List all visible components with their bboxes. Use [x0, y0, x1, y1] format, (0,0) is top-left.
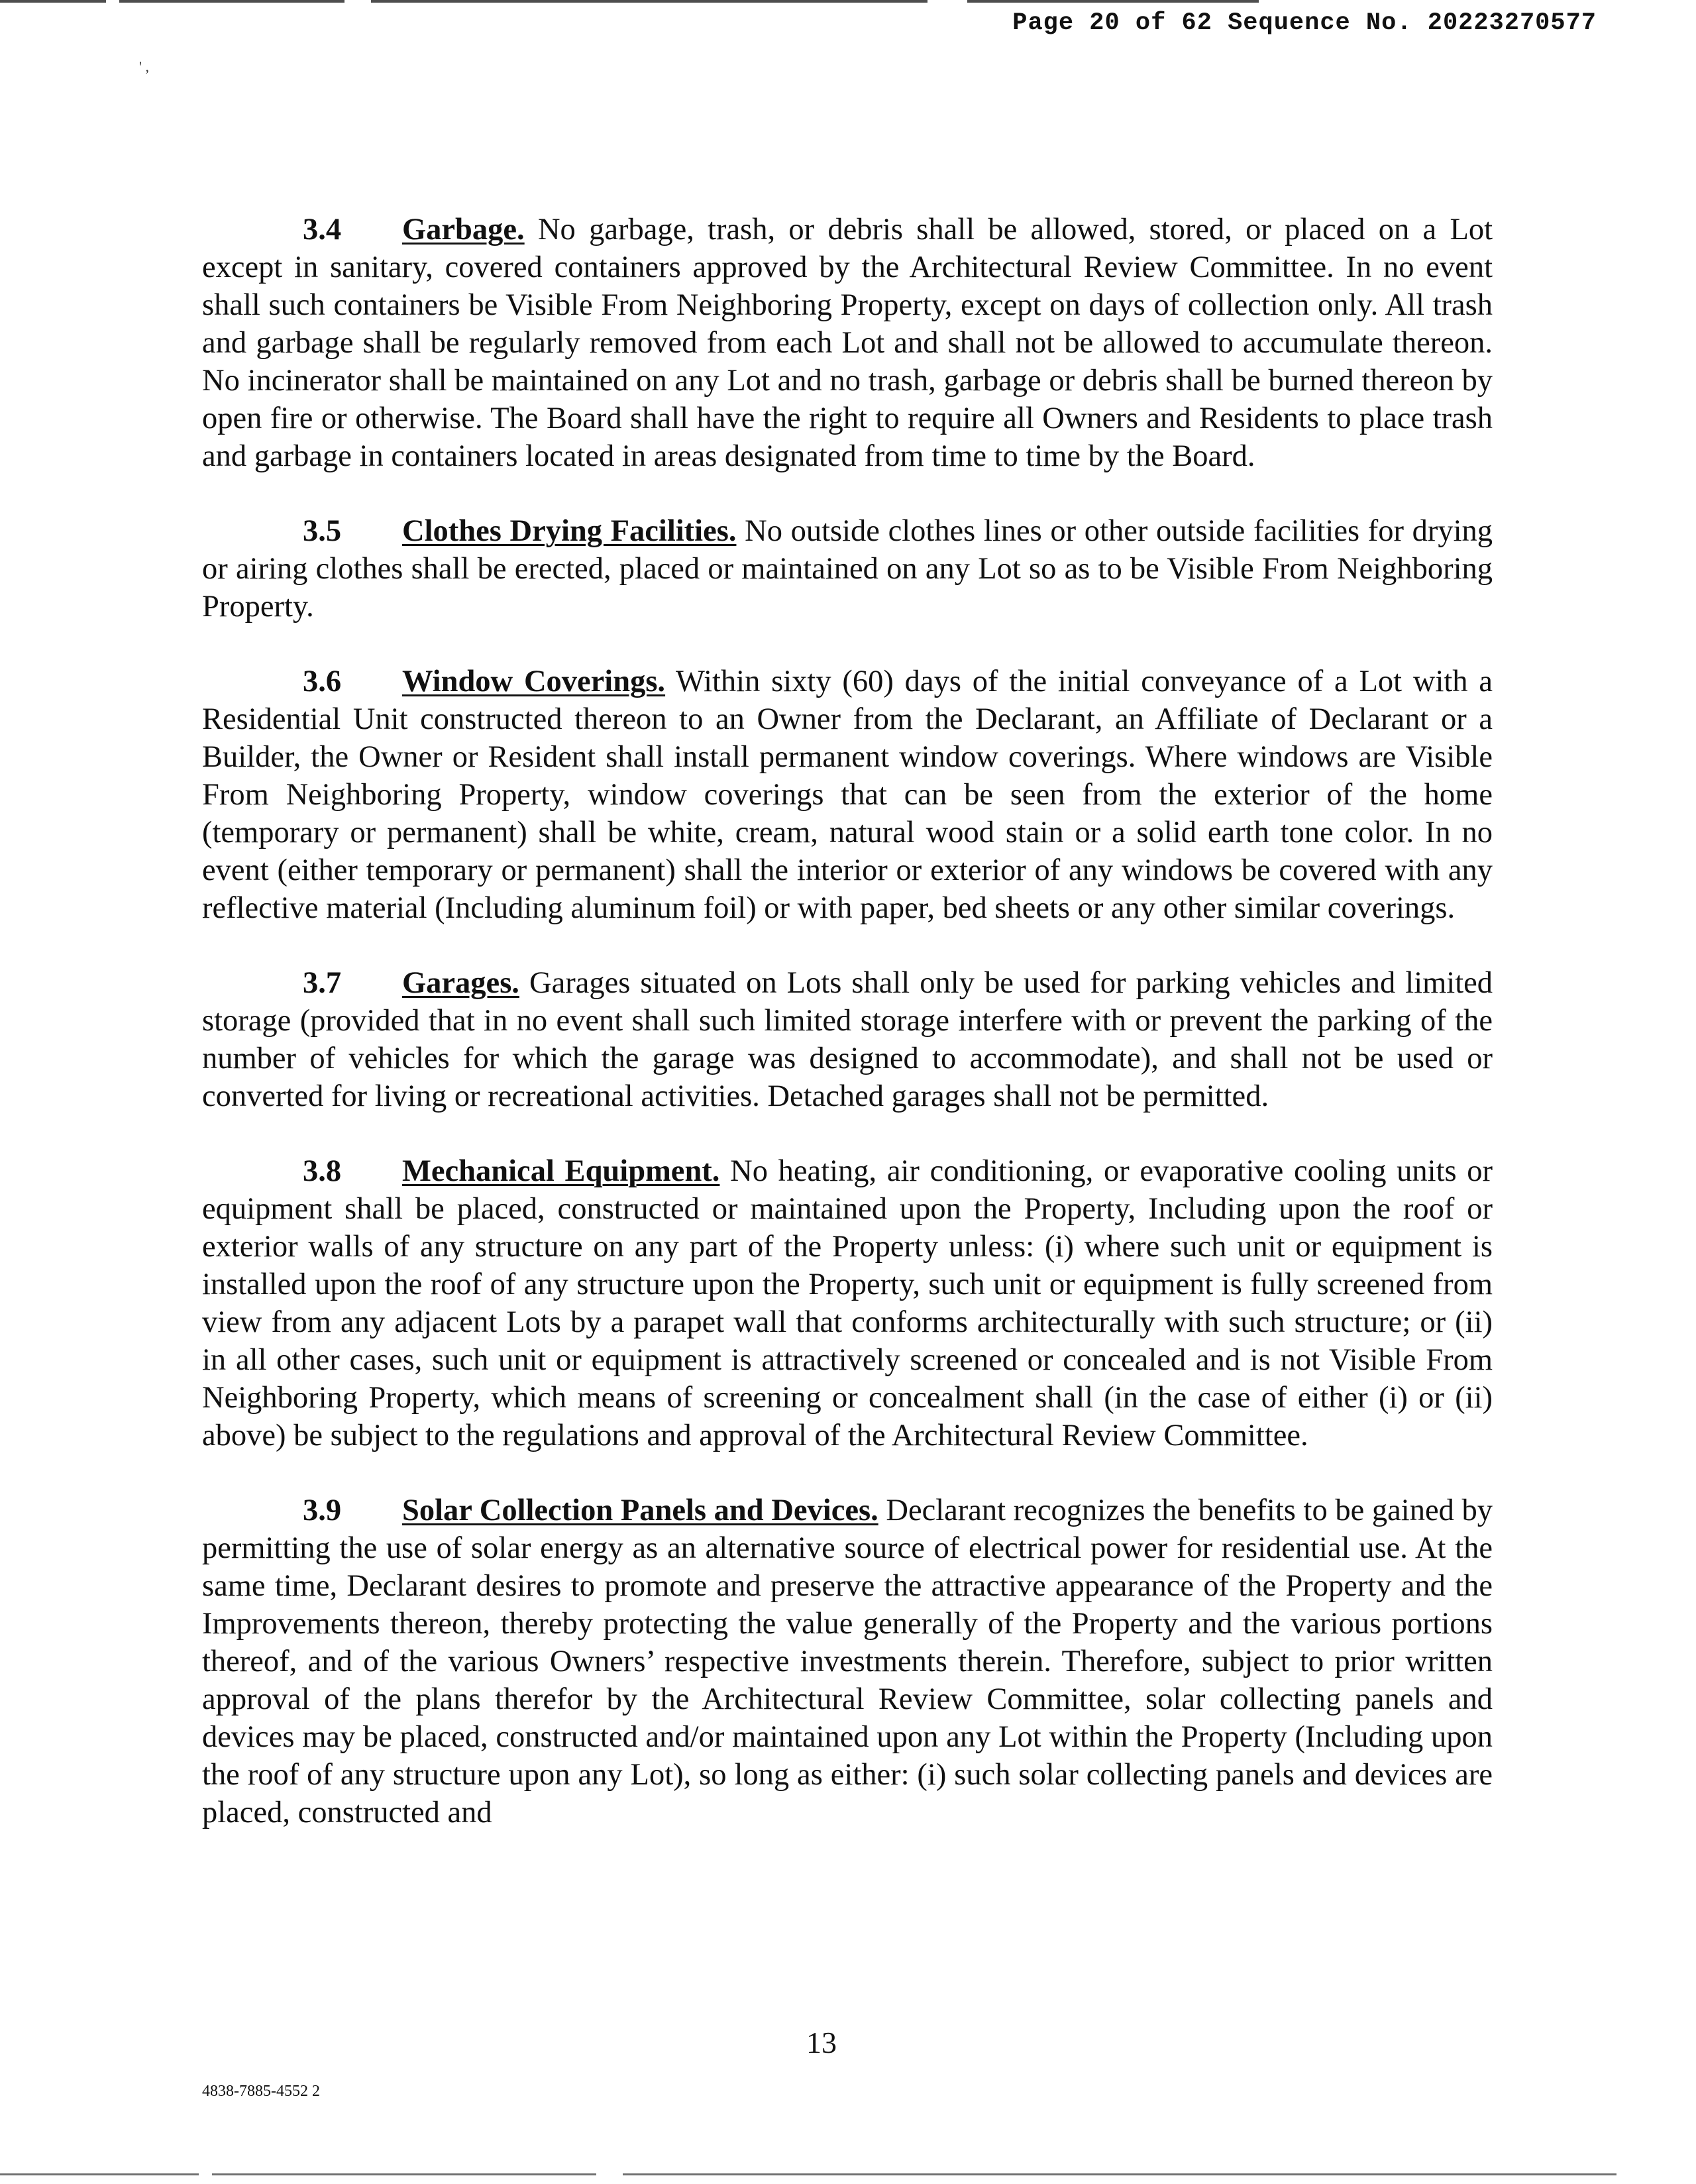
section-3-4	[202, 211, 1493, 475]
section-text: No garbage, trash, or debris shall be allowed, stored, or placed on a Lot except in sanitary, covered containers approved by the Architectural Review Committee. In no event shall such containers be Visible From Neighboring Property, except on days of collection only. All trash and garbage shall be regularly removed from each Lot and shall not be allowed to accumulate thereon. No incinerator shall be maintained on any Lot and no trash, garbage or debris shall be burned thereon by open fire or otherwise. The Board shall have the right to require all Owners and Residents to place trash and garbage in containers located in areas designated from time to time by the Board.	[202, 213, 1493, 473]
section-heading: Garages.	[402, 966, 519, 1000]
section-number: 3.7	[303, 966, 342, 1000]
section-heading: Solar Collection Panels and Devices.	[402, 1494, 878, 1527]
scan-specks: ' ,	[139, 58, 149, 75]
page-number: 13	[806, 2026, 837, 2059]
section-number: 3.9	[303, 1494, 342, 1527]
section-heading: Window Coverings.	[402, 665, 666, 698]
document-id: 4838-7885-4552 2	[202, 2083, 320, 2100]
section-heading: Mechanical Equipment.	[402, 1154, 720, 1188]
section-number: 3.5	[303, 514, 342, 548]
section-heading: Clothes Drying Facilities.	[402, 514, 737, 548]
section-text: Declarant recognizes the benefits to be gained by permitting the use of solar energy as an alternative source of electrical power for residential use. At the same time, Declarant desires to promote and preserve the attractive appearance of the Property and the Improvements thereon, thereby protecting the value generally of the Property and the various portions thereof, and of the various Owners’ respective investments therein. Therefore, subject to prior written approval of the plans therefor by the Architectural Review Committee, solar collecting panels and devices may be placed, constructed and/or maintained upon any Lot within the Property (Including upon the roof of any structure upon any Lot), so long as either: (i) such solar collecting panels and devices are placed, constructed and	[202, 1494, 1493, 1829]
scan-artifact-top	[0, 0, 1696, 3]
section-3-6	[202, 663, 1493, 927]
recording-stamp: Page 20 of 62 Sequence No. 20223270577	[1012, 9, 1597, 37]
document-body	[202, 211, 1493, 1869]
section-3-7	[202, 964, 1493, 1115]
section-number: 3.6	[303, 665, 342, 698]
section-heading: Garbage.	[402, 213, 525, 246]
section-number: 3.8	[303, 1154, 342, 1188]
section-number: 3.4	[303, 213, 342, 246]
section-text: No outside clothes lines or other outside facilities for drying or airing clothes shall be erected, placed or maintained on any Lot so as to be Visible From Neighboring Property.	[202, 514, 1493, 624]
section-3-8	[202, 1152, 1493, 1454]
section-text: Within sixty (60) days of the initial conveyance of a Lot with a Residential Unit constructed thereon to an Owner from the Declarant, an Affiliate of Declarant or a Builder, the Owner or Resident shall install permanent window coverings. Where windows are Visible From Neighboring Property, window coverings that can be seen from the exterior of the home (temporary or permanent) shall be white, cream, natural wood stain or a solid earth tone color. In no event (either temporary or permanent) shall the interior or exterior of any windows be covered with any reflective material (Including aluminum foil) or with paper, bed sheets or any other similar coverings.	[202, 665, 1493, 925]
scan-artifact-bottom	[0, 2173, 1616, 2175]
section-text: No heating, air conditioning, or evaporative cooling units or equipment shall be placed, constructed or maintained upon the Property, Including upon the roof or exterior walls of any structure on any part of the Property unless: (i) where such unit or equipment is installed upon the roof of any structure upon the Property, such unit or equipment is fully screened from view from any adjacent Lots by a parapet wall that conforms architecturally with such structure; or (ii) in all other cases, such unit or equipment is attractively screened or concealed and is not Visible From Neighboring Property, which means of screening or concealment shall (in the case of either (i) or (ii) above) be subject to the regulations and approval of the Architectural Review Committee.	[202, 1154, 1493, 1452]
section-3-9	[202, 1492, 1493, 1831]
section-3-5	[202, 512, 1493, 626]
section-text: Garages situated on Lots shall only be used for parking vehicles and limited storage (provided that in no event shall such limited storage interfere with or prevent the parking of the number of vehicles for which the garage was designed to accommodate), and shall not be used or converted for living or recreational activities. Detached garages shall not be permitted.	[202, 966, 1493, 1113]
